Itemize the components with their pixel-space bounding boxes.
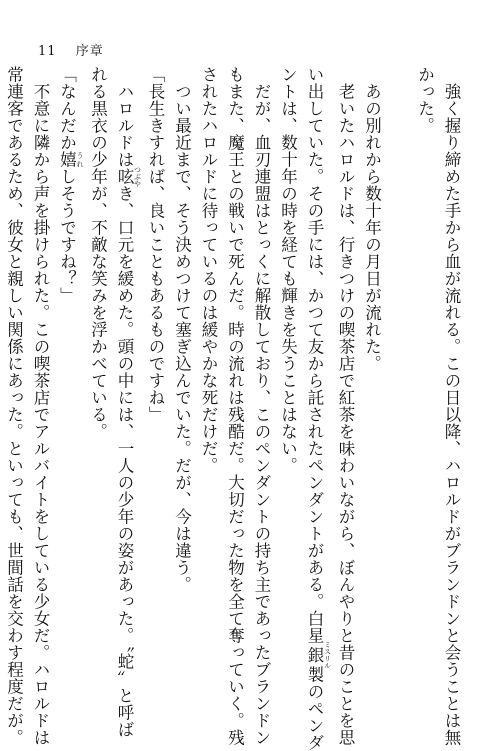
furigana-reading: つぶや <box>133 165 142 187</box>
text-line: 「長生きすれば、良いこともあるものですね」 <box>146 66 165 423</box>
chapter-title: 序章 <box>75 44 104 59</box>
text-line: あの別れから数十年の月日が流れた。 <box>362 82 382 372</box>
text-line: 常連客であるため、彼女と親しい関係にあった。といっても、世間話を交わす程度だが。 <box>4 66 24 746</box>
text-line: ントは、数十年の時を経ても輝きを失うことはない。 <box>278 66 298 474</box>
furigana-reading: ミスリル <box>323 641 332 669</box>
text-line: 不意に隣から声を掛けられた。この喫茶店でアルバイトをしている少女だ。ハロルドは <box>31 82 50 746</box>
furigana-reading: うれ <box>76 151 84 168</box>
text-line: 老いたハロルドは、行きつけの喫茶店で紅茶を味わいながら、ぼんやりと昔のことを思 <box>336 82 355 746</box>
text-line: もまた、魔王との戦いで死んだ。時の流れは残酷だ。大切だった物を全て奪っていく。残 <box>225 66 245 746</box>
text-line: かった。 <box>415 66 435 134</box>
text-line: されたハロルドに待っているのは緩やかな死だけだ。 <box>199 66 218 474</box>
text-line: い出していた。その手には、かつて友から託されたペンダントがある。白星銀 ミスリル製のペンダ <box>305 66 332 751</box>
text-line: つい最近まで、そう決めつけて塞ぎ込んでいた。だが、今は違う。 <box>172 82 192 593</box>
furigana: 嬉 うれ <box>57 151 84 168</box>
furigana: 銀 ミスリル <box>305 641 332 669</box>
blank-line <box>385 66 412 666</box>
furigana: 呟 つぶや <box>115 165 142 187</box>
text-line: ハロルドは呟 つぶやき、口元を緩めた。頭の中には、一人の少年の姿があった。〝蛇〟と呼ば <box>115 82 142 738</box>
page-header <box>38 40 104 59</box>
body-text <box>0 66 464 751</box>
page-number: 11 <box>38 44 57 59</box>
text-line: 「なんだか嬉 うれしそうですね？」 <box>57 66 84 304</box>
text-line: だが、血刃連盟はとっくに解散しており、このペンダントの持ち主であったブランドン <box>252 82 271 746</box>
text-line: 強く握り締めた手から血が流れる。この日以降、ハロルドがブランドンと会うことは無 <box>442 82 461 746</box>
text-line: れる黒衣の少年が、不敵な笑みを浮かべている。 <box>88 66 108 440</box>
